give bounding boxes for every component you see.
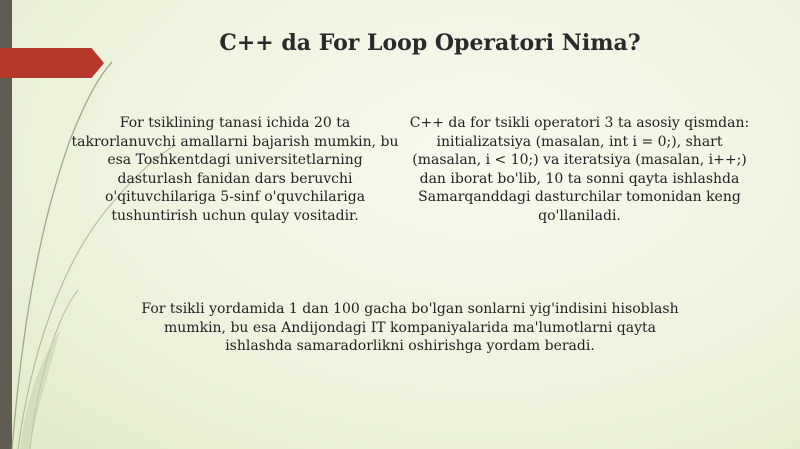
paragraph-1: For tsiklining tanasi ichida 20 ta takrorlanuvchi amallarni bajarish mumkin, bu esa Toshkentdagi universitetlarning dasturlash fanidan dars beruvchi o'qituvchilariga 5-sinf o'quvchilariga tushuntirish uchun qulay vositadir. <box>71 115 399 224</box>
decorative-leaf <box>20 330 60 449</box>
paragraph-2: C++ da for tsikli operatori 3 ta asosiy qismdan: initializatsiya (masalan, int i = 0;), shart (masalan, i < 10;) va iteratsiya (masalan, i++;) dan iborat bo'lib, 10 ta sonni qayta ishlashda Samarqanddagi dasturchilar tomonidan keng qo'llaniladi. <box>409 115 750 224</box>
decorative-stem-3 <box>30 290 78 449</box>
accent-tab <box>0 48 104 78</box>
paragraph-3: For tsikli yordamida 1 dan 100 gacha bo'lgan sonlarni yig'indisini hisoblash mumkin, bu esa Andijondagi IT kompaniyalarida ma'lumotlarni qayta ishlashda samaradorlikni oshirishga yordam beradi. <box>141 301 679 354</box>
slide-title: C++ da For Loop Operatori Nima? <box>219 30 641 56</box>
